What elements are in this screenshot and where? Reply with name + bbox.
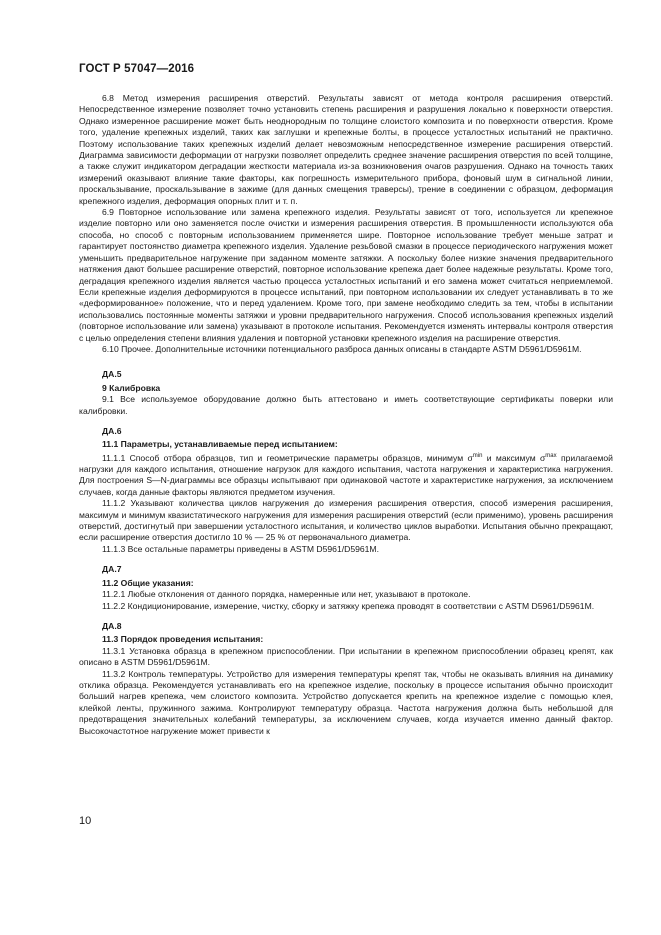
paragraph-11-1-1-part-a: 11.1.1 Способ отбора образцов, тип и геометрические параметры образцов, минимум σ: [102, 452, 473, 463]
page-number: 10: [79, 815, 92, 827]
paragraph-11-3-1: 11.3.1 Установка образца в крепежном приспособлении. При испытании в крепежном приспособлении образец крепят, как описано в ASTM D5961/D5961M.: [79, 645, 613, 668]
paragraph-11-2-2: 11.2.2 Кондиционирование, измерение, чистку, сборку и затяжку крепежа проводят в соответствии с ASTM D5961/D5961M.: [102, 600, 595, 611]
paragraph-11-1-2: 11.1.2 Указывают количества циклов нагружения до измерения расширения отверстия, способ измерения расширения, максимум и минимум квазистатического нагружения для измерения расширения отверстий (если применимо), уровень расширения отверстий, достигнутый при завершении усталостного испытания, и количество циклов выработки. Испытания обычно прекращают, если расширение отверстия достигло 10 % — 25 % от первоначального диаметра.: [79, 498, 613, 543]
paragraph-9-1: 9.1 Все используемое оборудование должно быть аттестовано и иметь соответствующие сертификаты поверки или калибровки.: [79, 394, 613, 416]
appendix-section-da5: ДА.5: [102, 369, 122, 380]
sigma-max-superscript: max: [545, 452, 557, 459]
paragraph-6-10: 6.10 Прочее. Дополнительные источники потенциального разброса данных описаны в стандарте ASTM D5961/D5961M.: [102, 343, 582, 354]
paragraph-11-1-1-part-b: и максимум σ: [482, 452, 546, 463]
document-body: [79, 93, 613, 737]
paragraph-6-8: 6.8 Метод измерения расширения отверстий. Результаты зависят от метода контроля расширения отверстий. Непосредственное измерение позволяет точно установить степень расширения и разрушения локально к поверхности отверстия. Однако измеренное расширение может быть неоднородным по толщине слоистого композита и по поверхности отверстия. Кроме того, удаление крепежных изделий, таких как заглушки и крепежные болты, в процессе усталостных испытаний не практично. Поэтому использование таких крепежных изделий делает невозможным непосредственное измерение расширения отверстий. Диаграмма зависимости деформации от нагрузки позволяет определить среднее значение расширения отверстия по всей толщине, а также служит индикатором деградации жесткости материала из-за возникновения очагов разрушения. Однако на точность таких измерений оказывают влияние такие факторы, как погрешность измерительного прибора, фоновый шум в сигнальной линии, проскальзывание, проскальзывание в зажиме (для данных смещения траверсы), трение в соединении с образцом, деформация крепежного изделия, деформация опорных плит и т. п.: [79, 93, 613, 206]
paragraph-11-1-1: [79, 451, 613, 498]
section-11-3-title: 11.3 Порядок проведения испытания:: [102, 634, 264, 645]
section-11-1-title: 11.1 Параметры, устанавливаемые перед испытанием:: [102, 439, 338, 450]
section-11-2-title: 11.2 Общие указания:: [102, 577, 194, 588]
sigma-min-superscript: min: [472, 452, 483, 459]
paragraph-11-1-1-part-c: прилагаемой нагрузки для каждого испытания, отношение нагрузок для каждого испытания, частота нагружения и характеристика нагружения. Для построения S—N-диаграммы все образцы испытывают при одинаковой частоте и характеристике нагружения, за исключением случаев, когда данные факторы являются предметом изучения.: [79, 452, 613, 497]
appendix-section-da8: ДА.8: [102, 620, 122, 631]
paragraph-11-1-3: 11.1.3 Все остальные параметры приведены в ASTM D5961/D5961M.: [102, 543, 379, 554]
appendix-section-da7: ДА.7: [102, 564, 122, 575]
paragraph-6-9: 6.9 Повторное использование или замена крепежного изделия. Результаты зависят от того, используется ли крепежное изделие повторно или оно заменяется после очистки и измерения расширения отверстия. В промышленности используются оба способа, но способ с повторным использованием применяется шире. Повторное использование требует меньше затрат и гарантирует постоянство диаметра крепежного изделия. Удаление резьбовой смазки в процессе периодического нагружения может уменьшить предварительное нагружение при заданном моменте затяжки. А поскольку более низкие значения предварительного натяжения дают большее расширение отверстий, повторное использование крепежа дает более надежные результаты. Кроме того, деградация крепежного изделия является частью процесса усталостных испытаний и его замена может считаться неприемлемой. Если крепежные изделия деформируются в процессе испытаний, при повторном использовании их следует устанавливать в то же «деформированное» положение, что и перед удалением. Кроме того, при замене необходимо следить за тем, чтобы в испытании использовались постоянные моменты затяжки и уровни предварительного нагружения. Способ использования крепежных изделий (повторное использование или замена) указывают в протоколе испытания. Рекомендуется изменять интервалы контроля отверстия с целью определения степени влияния удаления и повторной установки крепежного изделия на расширение отверстия.: [79, 207, 613, 343]
paragraph-11-2-1: 11.2.1 Любые отклонения от данного порядка, намеренные или нет, указывают в протоколе.: [102, 589, 471, 600]
document-id-header: ГОСТ Р 57047—2016: [79, 63, 195, 75]
paragraph-11-3-2: 11.3.2 Контроль температуры. Устройство для измерения температуры крепят так, чтобы не оказывать влияния на динамику отклика образца. Рекомендуется устанавливать его на крепежное изделие, поскольку в процессе испытания обычно происходит больший нагрев крепежа, чем слоистого композита. Устройство допускается крепить на крепежное изделие с помощью клея, клейкой ленты, пружинного зажима. Контролируют температуру образца. Частота нагружения должна быть небольшой для предотвращения значительных колебаний температуры, за исключением случаев, когда изучается именно данный фактор. Высокочастотное нагружение может привести к: [79, 668, 613, 736]
section-9-title: 9 Калибровка: [102, 382, 161, 393]
appendix-section-da6: ДА.6: [102, 425, 122, 436]
